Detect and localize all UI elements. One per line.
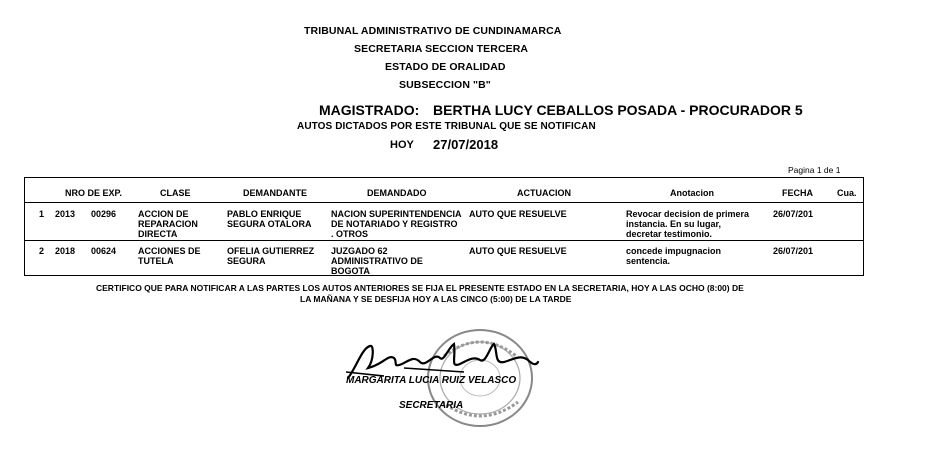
- col-nro-exp: NRO DE EXP.: [65, 188, 122, 198]
- row-demandante: PABLO ENRIQUE SEGURA OTALORA: [227, 209, 312, 229]
- row-clase: ACCIONES DE TUTELA: [138, 246, 201, 266]
- row-number: 1: [39, 209, 45, 219]
- row-demandado: JUZGADO 62 ADMINISTRATIVO DE BOGOTA: [331, 246, 423, 276]
- row-clase: ACCION DE REPARACION DIRECTA: [138, 209, 198, 239]
- row-demandado: NACION SUPERINTENDENCIA DE NOTARIADO Y REGISTRO . OTROS: [331, 209, 462, 239]
- autos-line: AUTOS DICTADOS POR ESTE TRIBUNAL QUE SE NOTIFICAN: [297, 121, 596, 132]
- hoy-label: HOY: [390, 139, 414, 151]
- col-cua: Cua.: [837, 188, 857, 198]
- page-indicator: Pagina 1 de 1: [788, 165, 841, 175]
- certification-line-1: CERTIFICO QUE PARA NOTIFICAR A LAS PARTES LOS AUTOS ANTERIORES SE FIJA EL PRESENTE ESTADO EN LA SECRETARIA, HOY A LAS OCHO (8:00) DE: [96, 283, 744, 293]
- signature-role: SECRETARIA: [399, 400, 464, 411]
- row-demandante: OFELIA GUTIERREZ SEGURA: [227, 246, 315, 266]
- row-separator: [25, 240, 863, 241]
- row-fecha: 26/07/201: [773, 209, 814, 219]
- col-fecha: FECHA: [782, 188, 813, 198]
- row-actuacion: AUTO QUE RESUELVE: [469, 209, 567, 219]
- header-line-3: ESTADO DE ORALIDAD: [385, 61, 506, 73]
- row-fecha: 26/07/201: [773, 246, 814, 256]
- header-line-4: SUBSECCION "B": [399, 79, 491, 91]
- row-year: 2018: [55, 246, 76, 256]
- row-anotacion: concede impugnacion sentencia.: [626, 246, 722, 266]
- header-line-2: SECRETARIA SECCION TERCERA: [354, 43, 529, 55]
- row-number: 2: [39, 246, 45, 256]
- row-year: 2013: [55, 209, 76, 219]
- row-actuacion: AUTO QUE RESUELVE: [469, 246, 567, 256]
- row-exp: 00624: [91, 246, 117, 256]
- notifications-table: [24, 177, 864, 276]
- col-demandado: DEMANDADO: [367, 188, 427, 198]
- header-separator: [25, 202, 863, 203]
- row-anotacion: Revocar decision de primera instancia. En su lugar, decretar testimonio.: [626, 209, 750, 239]
- col-actuacion: ACTUACION: [517, 188, 571, 198]
- col-anotacion: Anotacion: [670, 188, 714, 198]
- magistrado-label: MAGISTRADO:: [319, 102, 420, 118]
- magistrado-name: BERTHA LUCY CEBALLOS POSADA - PROCURADOR 5: [433, 102, 803, 118]
- hoy-date: 27/07/2018: [433, 137, 499, 152]
- certification-line-2: LA MAÑANA Y SE DESFIJA HOY A LAS CINCO (5:00) DE LA TARDE: [300, 294, 572, 304]
- signature-name: MARGARITA LUCIA RUIZ VELASCO: [346, 375, 517, 386]
- col-clase: CLASE: [160, 188, 191, 198]
- header-line-1: TRIBUNAL ADMINISTRATIVO DE CUNDINAMARCA: [304, 25, 562, 37]
- row-exp: 00296: [91, 209, 117, 219]
- col-demandante: DEMANDANTE: [243, 188, 307, 198]
